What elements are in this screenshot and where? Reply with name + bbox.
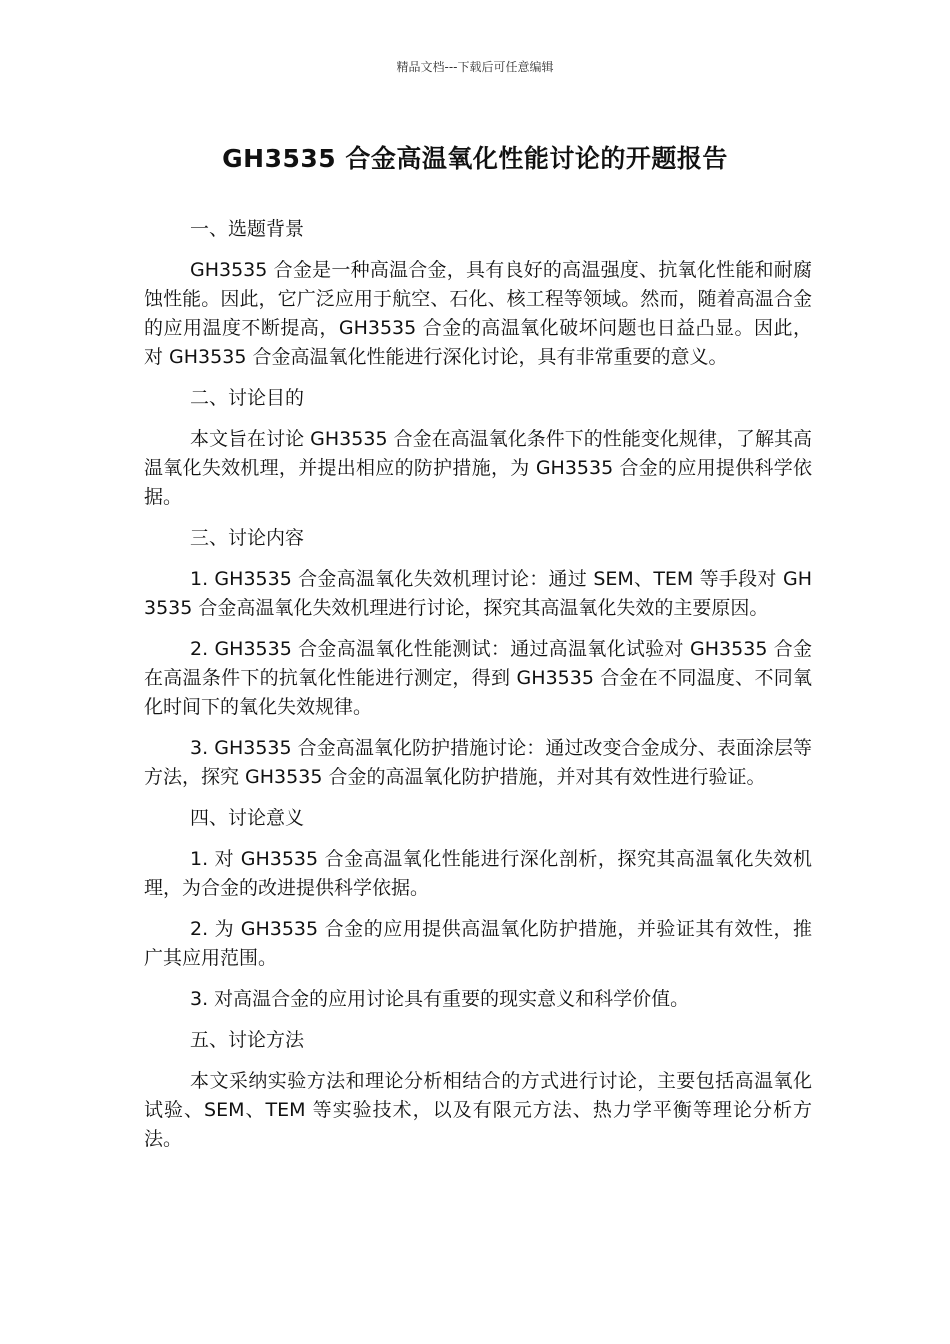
document-body — [144, 215, 812, 1166]
document-title: GH3535 合金高温氧化性能讨论的开题报告 — [222, 144, 728, 173]
section-heading-significance: 四、讨论意义 — [190, 807, 305, 829]
section-heading-content: 三、讨论内容 — [190, 527, 305, 549]
paragraph: 本文旨在讨论 GH3535 合金在高温氧化条件下的性能变化规律，了解其高温氧化失效机理，并提出相应的防护措施，为 GH3535 合金的应用提供科学依据。 — [144, 428, 812, 508]
list-item: 1. GH3535 合金高温氧化失效机理讨论：通过 SEM、TEM 等手段对 GH3535 合金高温氧化失效机理进行讨论，探究其高温氧化失效的主要原因。 — [144, 568, 812, 619]
list-item: 2. 为 GH3535 合金的应用提供高温氧化防护措施，并验证其有效性，推广其应用范围。 — [144, 918, 812, 969]
list-item: 3. 对高温合金的应用讨论具有重要的现实意义和科学价值。 — [190, 988, 690, 1010]
paragraph: 本文采纳实验方法和理论分析相结合的方式进行讨论，主要包括高温氧化试验、SEM、TEM 等实验技术，以及有限元方法、热力学平衡等理论分析方法。 — [144, 1070, 812, 1150]
list-item: 1. 对 GH3535 合金高温氧化性能进行深化剖析，探究其高温氧化失效机理，为合金的改进提供科学依据。 — [144, 848, 812, 899]
list-item: 2. GH3535 合金高温氧化性能测试：通过高温氧化试验对 GH3535 合金在高温条件下的抗氧化性能进行测定，得到 GH3535 合金在不同温度、不同氧化时间下的氧化失效规律。 — [144, 638, 812, 718]
list-item: 3. GH3535 合金高温氧化防护措施讨论：通过改变合金成分、表面涂层等方法，探究 GH3535 合金的高温氧化防护措施，并对其有效性进行验证。 — [144, 737, 812, 788]
section-heading-purpose: 二、讨论目的 — [190, 387, 305, 409]
header-note: 精品文档---下载后可任意编辑 — [396, 60, 554, 74]
paragraph: GH3535 合金是一种高温合金，具有良好的高温强度、抗氧化性能和耐腐蚀性能。因此，它广泛应用于航空、石化、核工程等领域。然而，随着高温合金的应用温度不断提高，GH3535 合金的高温氧化破坏问题也日益凸显。因此，对 GH3535 合金高温氧化性能进行深化讨论，具有非常重要的意义。 — [144, 259, 812, 368]
section-heading-background: 一、选题背景 — [190, 218, 305, 240]
section-heading-method: 五、讨论方法 — [190, 1029, 305, 1051]
